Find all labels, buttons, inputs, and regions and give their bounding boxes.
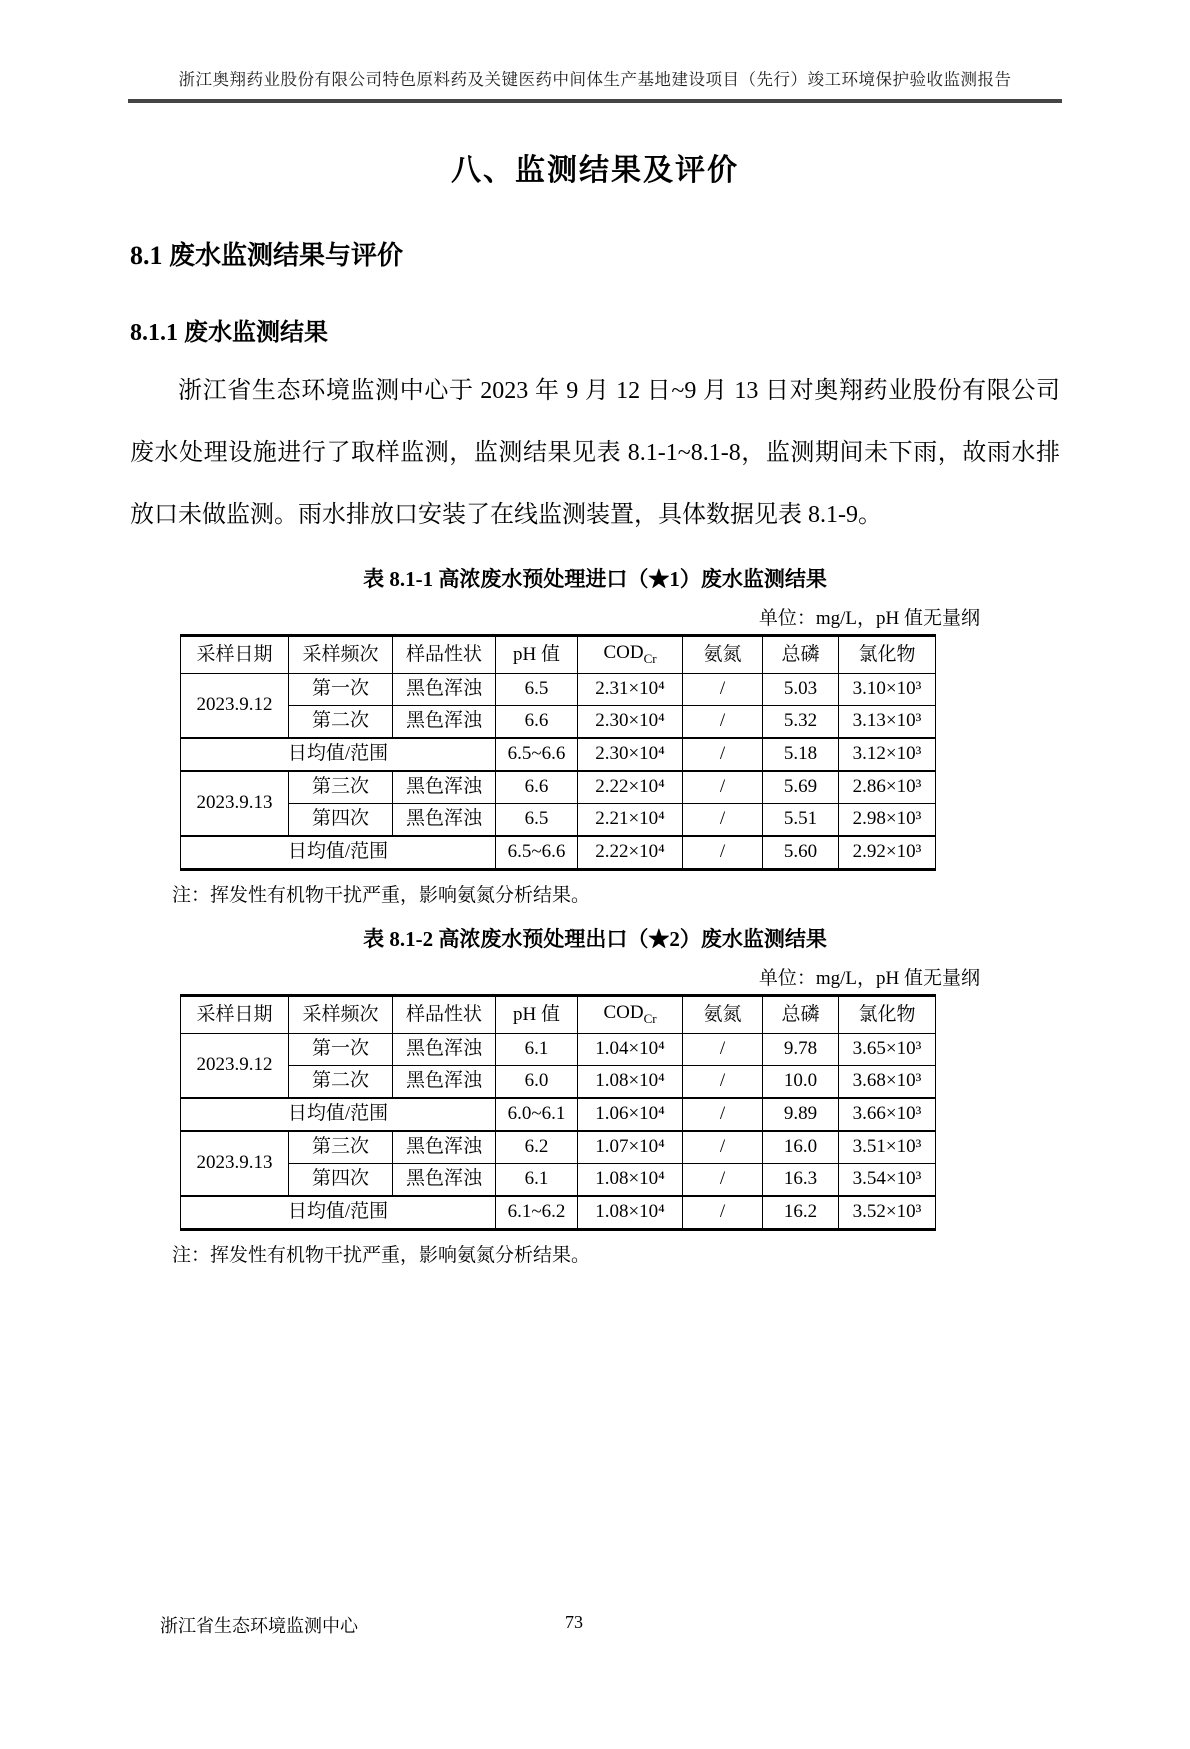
- col-header-cod: $COD_{Cr}$: [578, 995, 683, 1033]
- cell-date: 2023.9.12: [181, 1033, 289, 1098]
- cell-chloride: 3.66×10³: [839, 1098, 936, 1131]
- table1-monitoring-results: [180, 634, 936, 871]
- table-row: [181, 673, 936, 705]
- cell-frequency: 第一次: [289, 1033, 393, 1065]
- cell-frequency: 第二次: [289, 705, 393, 738]
- table1-title: 表 8.1-1 高浓废水预处理进口（★1）废水监测结果: [363, 566, 827, 591]
- table-row: [181, 771, 936, 804]
- cell-chloride: 3.65×10³: [839, 1033, 936, 1065]
- cell-cod: 1.04×10⁴: [578, 1033, 683, 1065]
- report-page: [0, 66, 1190, 1749]
- cell-ammonia: /: [683, 836, 763, 870]
- cell-cod: 2.21×10⁴: [578, 803, 683, 836]
- cell-date: 2023.9.13: [181, 1131, 289, 1196]
- col-header-frequency: 采样频次: [289, 995, 393, 1033]
- cell-ammonia: /: [683, 803, 763, 836]
- cell-appearance: 黑色浑浊: [393, 1065, 496, 1098]
- cell-frequency: 第四次: [289, 1163, 393, 1196]
- cell-total-phosphorus: 16.3: [763, 1163, 839, 1196]
- cell-ammonia: /: [683, 771, 763, 804]
- table-header-row: [181, 635, 936, 673]
- col-header-appearance: 样品性状: [393, 995, 496, 1033]
- cell-chloride: 3.13×10³: [839, 705, 936, 738]
- table-row: [181, 1163, 936, 1196]
- cell-total-phosphorus: 16.2: [763, 1196, 839, 1230]
- cell-chloride: 3.52×10³: [839, 1196, 936, 1230]
- cell-ammonia: /: [683, 673, 763, 705]
- cell-frequency: 第四次: [289, 803, 393, 836]
- cell-chloride: 3.51×10³: [839, 1131, 936, 1164]
- daily-average-row: [181, 836, 936, 870]
- footer-organization: 浙江省生态环境监测中心: [160, 1616, 358, 1636]
- cell-ammonia: /: [683, 1065, 763, 1098]
- cell-date: 2023.9.13: [181, 771, 289, 836]
- cell-ph: 6.5~6.6: [496, 738, 578, 771]
- cell-total-phosphorus: 10.0: [763, 1065, 839, 1098]
- cell-chloride: 2.86×10³: [839, 771, 936, 804]
- cell-ph: 6.5: [496, 803, 578, 836]
- daily-average-row: [181, 1196, 936, 1230]
- cell-ph: 6.1: [496, 1033, 578, 1065]
- cell-ammonia: /: [683, 1131, 763, 1164]
- col-header-total-phosphorus: 总磷: [763, 995, 839, 1033]
- daily-average-row: [181, 738, 936, 771]
- cell-date: 2023.9.12: [181, 673, 289, 738]
- col-header-ph: pH 值: [496, 635, 578, 673]
- cell-ph: 6.0: [496, 1065, 578, 1098]
- cell-ph: 6.5: [496, 673, 578, 705]
- cell-frequency: 第一次: [289, 673, 393, 705]
- cell-ammonia: /: [683, 1098, 763, 1131]
- cell-ammonia: /: [683, 1033, 763, 1065]
- table2-unit-note: 单位：mg/L，pH 值无量纲: [758, 967, 980, 989]
- section-heading-8-1-1: 8.1.1 废水监测结果: [130, 320, 328, 346]
- cell-chloride: 3.10×10³: [839, 673, 936, 705]
- cell-cod: 1.06×10⁴: [578, 1098, 683, 1131]
- cell-chloride: 2.98×10³: [839, 803, 936, 836]
- cell-cod: 2.22×10⁴: [578, 836, 683, 870]
- cell-frequency: 第三次: [289, 771, 393, 804]
- cell-ph: 6.5~6.6: [496, 836, 578, 870]
- cell-cod: 1.08×10⁴: [578, 1196, 683, 1230]
- cell-appearance: 黑色浑浊: [393, 803, 496, 836]
- table1-footnote: 注：挥发性有机物干扰严重，影响氨氮分析结果。: [172, 884, 591, 906]
- col-header-frequency: 采样频次: [289, 635, 393, 673]
- table-row: [181, 1131, 936, 1164]
- cell-appearance: 黑色浑浊: [393, 705, 496, 738]
- table2-footnote: 注：挥发性有机物干扰严重，影响氨氮分析结果。: [172, 1244, 591, 1266]
- col-header-ammonia: 氨氮: [683, 635, 763, 673]
- table-row: [181, 1033, 936, 1065]
- cell-appearance: 黑色浑浊: [393, 673, 496, 705]
- table1-unit-note: 单位：mg/L，pH 值无量纲: [758, 607, 980, 629]
- cell-frequency: 第二次: [289, 1065, 393, 1098]
- table-row: [181, 705, 936, 738]
- cell-ph: 6.0~6.1: [496, 1098, 578, 1131]
- intro-paragraph: 浙江省生态环境监测中心于 2023 年 9 月 12 日~9 月 13 日对奥翔药业股份有限公司废水处理设施进行了取样监测，监测结果见表 8.1-1~8.1-8，监测期间未下雨，故雨水排放口未做监测。雨水排放口安装了在线监测装置，具体数据见表 8.1-9。: [130, 378, 1060, 528]
- cell-total-phosphorus: 5.18: [763, 738, 839, 771]
- cell-appearance: 黑色浑浊: [393, 771, 496, 804]
- table-header-row: [181, 995, 936, 1033]
- cell-ammonia: /: [683, 1163, 763, 1196]
- cell-ammonia: /: [683, 738, 763, 771]
- cell-ph: 6.6: [496, 705, 578, 738]
- cell-average-label: 日均值/范围: [181, 836, 496, 870]
- cell-ammonia: /: [683, 1196, 763, 1230]
- table2-title: 表 8.1-2 高浓废水预处理出口（★2）废水监测结果: [363, 926, 827, 951]
- cell-total-phosphorus: 9.78: [763, 1033, 839, 1065]
- cell-average-label: 日均值/范围: [181, 1196, 496, 1230]
- cell-chloride: 3.54×10³: [839, 1163, 936, 1196]
- cell-ammonia: /: [683, 705, 763, 738]
- daily-average-row: [181, 1098, 936, 1131]
- cell-total-phosphorus: 9.89: [763, 1098, 839, 1131]
- cell-cod: 1.08×10⁴: [578, 1163, 683, 1196]
- cell-cod: 2.22×10⁴: [578, 771, 683, 804]
- cell-total-phosphorus: 5.69: [763, 771, 839, 804]
- col-header-chloride: 氯化物: [839, 635, 936, 673]
- page-title: 八、监测结果及评价: [451, 154, 739, 187]
- running-header: 浙江奥翔药业股份有限公司特色原料药及关键医药中间体生产基地建设项目（先行）竣工环境保护验收监测报告: [178, 70, 1012, 89]
- cell-ph: 6.1~6.2: [496, 1196, 578, 1230]
- col-header-ph: pH 值: [496, 995, 578, 1033]
- cell-total-phosphorus: 5.60: [763, 836, 839, 870]
- header-rule: [128, 99, 1062, 103]
- cell-total-phosphorus: 5.03: [763, 673, 839, 705]
- col-header-cod: $COD_{Cr}$: [578, 635, 683, 673]
- cell-cod: 2.31×10⁴: [578, 673, 683, 705]
- cell-ph: 6.2: [496, 1131, 578, 1164]
- cell-average-label: 日均值/范围: [181, 1098, 496, 1131]
- table2-monitoring-results: [180, 994, 936, 1231]
- cell-total-phosphorus: 5.32: [763, 705, 839, 738]
- table-row: [181, 803, 936, 836]
- table-row: [181, 1065, 936, 1098]
- section-heading-8-1: 8.1 废水监测结果与评价: [130, 241, 404, 270]
- col-header-chloride: 氯化物: [839, 995, 936, 1033]
- cell-cod: 2.30×10⁴: [578, 738, 683, 771]
- col-header-total-phosphorus: 总磷: [763, 635, 839, 673]
- cell-chloride: 3.12×10³: [839, 738, 936, 771]
- cell-chloride: 3.68×10³: [839, 1065, 936, 1098]
- page-number: 73: [565, 1612, 583, 1632]
- cell-cod: 1.07×10⁴: [578, 1131, 683, 1164]
- cell-total-phosphorus: 5.51: [763, 803, 839, 836]
- cell-chloride: 2.92×10³: [839, 836, 936, 870]
- cell-frequency: 第三次: [289, 1131, 393, 1164]
- col-header-date: 采样日期: [181, 995, 289, 1033]
- col-header-appearance: 样品性状: [393, 635, 496, 673]
- cell-total-phosphorus: 16.0: [763, 1131, 839, 1164]
- cell-cod: 2.30×10⁴: [578, 705, 683, 738]
- cell-appearance: 黑色浑浊: [393, 1163, 496, 1196]
- cell-appearance: 黑色浑浊: [393, 1033, 496, 1065]
- cell-cod: 1.08×10⁴: [578, 1065, 683, 1098]
- cell-average-label: 日均值/范围: [181, 738, 496, 771]
- cell-ph: 6.6: [496, 771, 578, 804]
- col-header-date: 采样日期: [181, 635, 289, 673]
- col-header-ammonia: 氨氮: [683, 995, 763, 1033]
- cell-ph: 6.1: [496, 1163, 578, 1196]
- cell-appearance: 黑色浑浊: [393, 1131, 496, 1164]
